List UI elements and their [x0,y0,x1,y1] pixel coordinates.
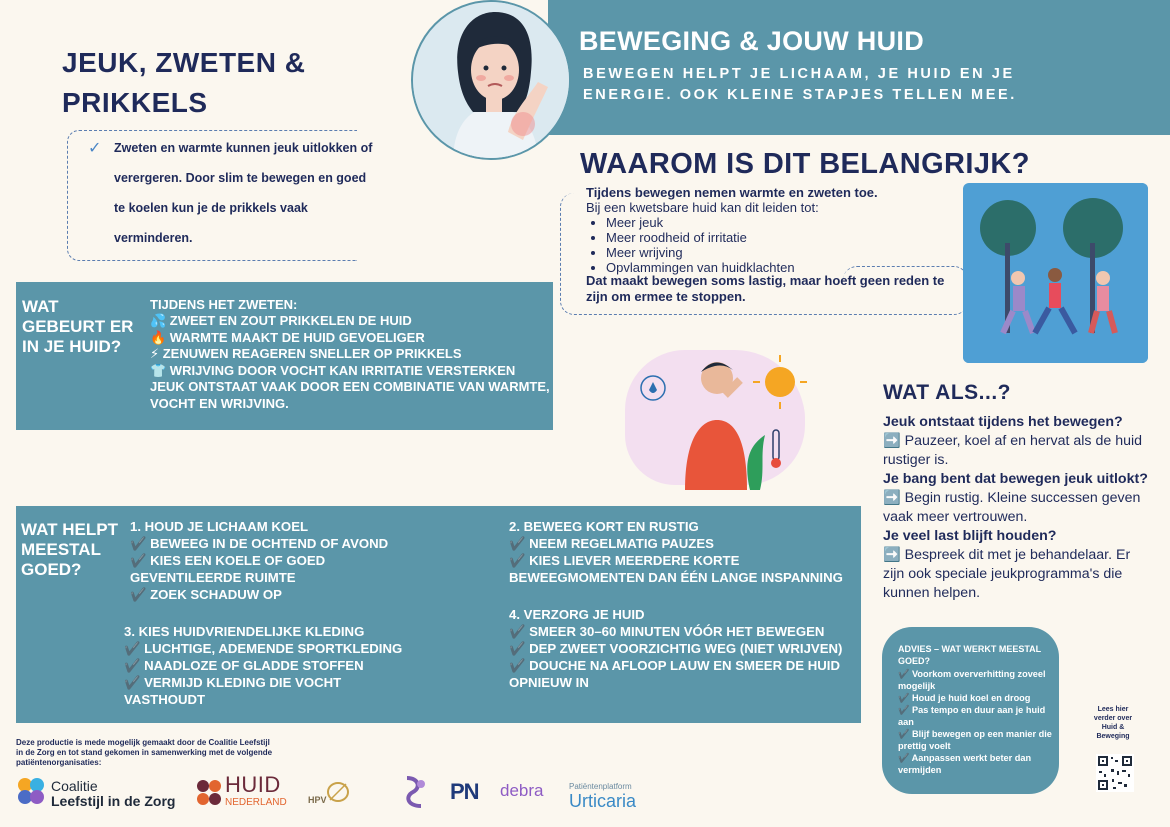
coalitie-logo: Coalitie Leefstijl in de Zorg [51,778,176,809]
page-title: BEWEGING & JOUW HUID [579,26,925,56]
huid-logo-icon [195,778,225,808]
list-item: ✔️ DOUCHE NA AFLOOP LAUW EN SMEER DE HUID OPNIEUW IN [509,658,840,690]
heat-illustration [625,350,805,485]
answer: ➡️ Pauzeer, koel af en hervat als de huid rustiger is. [883,433,1143,468]
advice-list [898,668,1056,776]
help-heading: 2. BEWEEG KORT EN RUSTIG [509,519,699,534]
check-icon: ✓ [88,140,102,157]
list-item: ✔️ Houd je huid koel en droog [898,693,1031,703]
question: Jeuk ontstaat tijdens het bewegen? [883,414,1123,430]
why-lead: Tijdens bewegen nemen warmte en zweten toe. [586,185,878,200]
coalitie-logo-icon [16,776,46,806]
answer: ➡️ Bespreek dit met je behandelaar. Er zijn ook speciale jeukprogramma's die kunnen helpen. [883,547,1131,601]
list-item: ✔️ KIES EEN KOELE OF GOED GEVENTILEERDE RUIMTE [130,553,326,585]
help-heading: 3. KIES HUIDVRIENDELIJKE KLEDING [124,624,365,639]
list-item: • Meer jeuk [606,215,795,230]
itching-woman-illustration [411,0,571,160]
debra-logo: debra [500,781,544,800]
list-item: ✔️ LUCHTIGE, ADEMENDE SPORTKLEDING [124,641,403,656]
help-column-1 [124,518,424,708]
answer: ➡️ Begin rustig. Kleine successen geven vaak meer vertrouwen. [883,490,1141,525]
what-happens-list [150,313,550,412]
psoriasis-logo [399,776,429,808]
list-item: 💦 ZWEET EN ZOUT PRIKKELEN DE HUID [150,313,412,328]
list-item: ✔️ Pas tempo en duur aan je huid aan [898,705,1046,727]
list-item: JEUK ONTSTAAT VAAK DOOR EEN COMBINATIE VAN WARMTE, VOCHT EN WRIJVING. [150,379,550,411]
list-item: ✔️ DEP ZWEET VOORZICHTIG WEG (NIET WRIJVEN) [509,641,843,656]
title-line-2: PRIKKELS [62,87,208,118]
what-happens-heading: TIJDENS HET ZWETEN: [150,297,298,312]
list-item: ✔️ NAADLOZE OF GLADDE STOFFEN [124,658,364,673]
footer-credit: Deze productie is mede mogelijk gemaakt door de Coalitie Leefstijl in de Zorg en tot stand gekomen in samenwerking met de volgende patiëntenorganisaties: [16,738,273,767]
advice-title: ADVIES – WAT WERKT MEESTAL GOED? [898,644,1042,666]
list-item: • Meer roodheid of irritatie [606,230,795,245]
list-item: 🔥 WARMTE MAAKT DE HUID GEVOELIGER [150,329,425,345]
why-conclusion: Dat maakt bewegen soms lastig, maar hoeft geen reden te zijn om ermee te stoppen. [586,273,945,304]
list-item: ✔️ Voorkom oververhitting zoveel mogelijk [898,669,1046,691]
why-list [606,215,795,275]
section-title-what-if: WAT ALS...? [883,381,1011,404]
list-item: ✔️ ZOEK SCHADUW OP [130,587,282,602]
hpv-logo-text: HPV [308,795,327,805]
qr-code[interactable] [1096,754,1134,792]
list-item: ✔️ NEEM REGELMATIG PAUZES [509,536,714,551]
question: Je veel last blijft houden? [883,528,1057,544]
help-heading: 4. VERZORG JE HUID [509,607,645,622]
huid-nederland-logo: HUID NEDERLAND [225,772,287,808]
why-sub: Bij een kwetsbare huid kan dit leiden tot: [586,200,819,215]
what-helps-label: WAT HELPT MEESTAL GOED? [21,520,118,579]
section-title-jeuk [62,43,362,123]
qr-caption: Lees hier verder over Huid & Beweging [1093,706,1133,740]
pn-logo: PN [450,779,479,804]
list-item: ✔️ VERMIJD KLEDING DIE VOCHT VASTHOUDT [124,675,342,707]
list-item: ✔️ SMEER 30–60 MINUTEN VÓÓR HET BEWEGEN [509,624,825,639]
list-item: 👕 WRIJVING DOOR VOCHT KAN IRRITATIE VERSTERKEN [150,362,516,378]
section-title-why: WAAROM IS DIT BELANGRIJK? [580,148,1030,180]
list-item: • Meer wrijving [606,245,795,260]
list-item: ✔️ Blijf bewegen op een manier die prettig voelt [898,729,1052,751]
what-if-body [883,413,1148,603]
list-item: ✔️ Aanpassen werkt beter dan vermijden [898,753,1032,775]
list-item: ✔️ KIES LIEVER MEERDERE KORTE BEWEEGMOMENTEN DAN ÉÉN LANGE INSPANNING [509,553,843,585]
list-item: • Opvlammingen van huidklachten [606,260,795,275]
help-heading: 1. HOUD JE LICHAAM KOEL [130,519,309,534]
page-subtitle: BEWEGEN HELPT JE LICHAAM, JE HUID EN JE ENERGIE. OOK KLEINE STAPJES TELLEN MEE. [583,66,1017,103]
urticaria-logo: Patiëntenplatform Urticaria [569,782,637,811]
title-line-1: JEUK, ZWETEN & [62,47,306,78]
help-column-2 [509,518,859,691]
list-item: ⚡ ZENUWEN REAGEREN SNELLER OP PRIKKELS [150,346,462,361]
yoga-illustration [963,183,1148,363]
list-item: ✔️ BEWEEG IN DE OCHTEND OF AVOND [130,536,389,551]
what-happens-label: WAT GEBEURT ER IN JE HUID? [22,297,134,356]
intro-text: Zweten en warmte kunnen jeuk uitlokken of verergeren. Door slim te bewegen en goed te koelen kun je de prikkels vaak verminderen. [114,141,373,245]
question: Je bang bent dat bewegen jeuk uitlokt? [883,471,1148,487]
